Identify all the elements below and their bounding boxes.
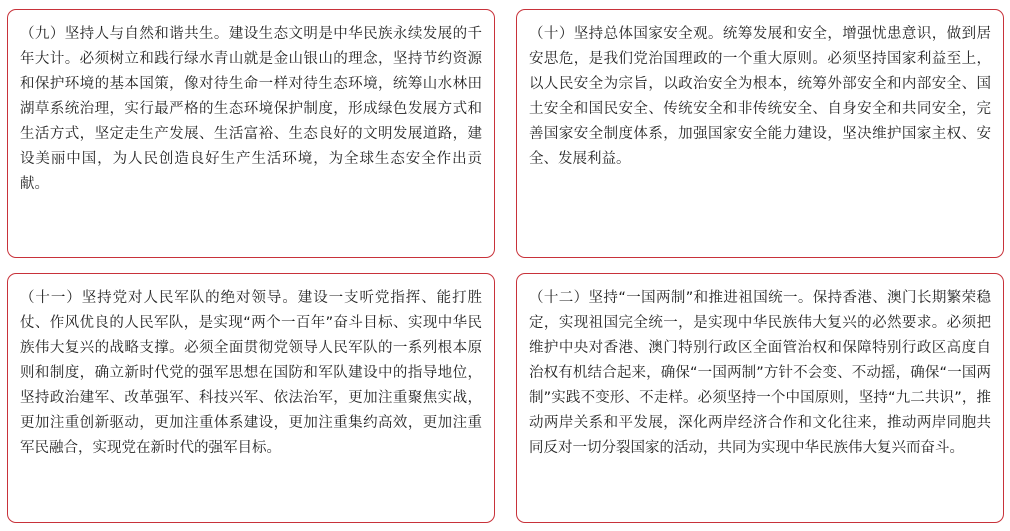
policy-card-twelve: [516, 273, 1004, 523]
policy-text-ten: （十）坚持总体国家安全观。统筹发展和安全，增强忧患意识，做到居安思危，是我们党治国理政的一个重大原则。必须坚持国家利益至上，以人民安全为宗旨，以政治安全为根本，统筹外部安全和内部安全、国土安全和国民安全、传统安全和非传统安全、自身安全和共同安全，完善国家安全制度体系，加强国家安全能力建设，坚决维护国家主权、安全、发展利益。: [529, 26, 991, 167]
policy-card-nine: [7, 9, 495, 258]
policy-text-eleven: （十一）坚持党对人民军队的绝对领导。建设一支听党指挥、能打胜仗、作风优良的人民军队，是实现“两个一百年”奋斗目标、实现中华民族伟大复兴的战略支撑。必须全面贯彻党领导人民军队的一系列根本原则和制度，确立新时代党的强军思想在国防和军队建设中的指导地位，坚持政治建军、改革强军、科技兴军、依法治军，更加注重聚焦实战，更加注重创新驱动，更加注重体系建设，更加注重集约高效，更加注重军民融合，实现党在新时代的强军目标。: [20, 290, 482, 456]
policy-text-twelve: （十二）坚持“一国两制”和推进祖国统一。保持香港、澳门长期繁荣稳定，实现祖国完全统一，是实现中华民族伟大复兴的必然要求。必须把维护中央对香港、澳门特别行政区全面管治权和保障特别行政区高度自治权有机结合起来，确保“一国两制”方针不会变、不动摇，确保“一国两制”实践不变形、不走样。必须坚持一个中国原则，坚持“九二共识”，推动两岸关系和平发展，深化两岸经济合作和文化往来，推动两岸同胞共同反对一切分裂国家的活动，共同为实现中华民族伟大复兴而奋斗。: [529, 290, 991, 456]
policy-text-nine: （九）坚持人与自然和谐共生。建设生态文明是中华民族永续发展的千年大计。必须树立和践行绿水青山就是金山银山的理念，坚持节约资源和保护环境的基本国策，像对待生命一样对待生态环境，统筹山水林田湖草系统治理，实行最严格的生态环境保护制度，形成绿色发展方式和生活方式，坚定走生产发展、生活富裕、生态良好的文明发展道路，建设美丽中国，为人民创造良好生产生活环境，为全球生态安全作出贡献。: [20, 26, 482, 192]
policy-card-eleven: [7, 273, 495, 523]
policy-card-ten: [516, 9, 1004, 258]
